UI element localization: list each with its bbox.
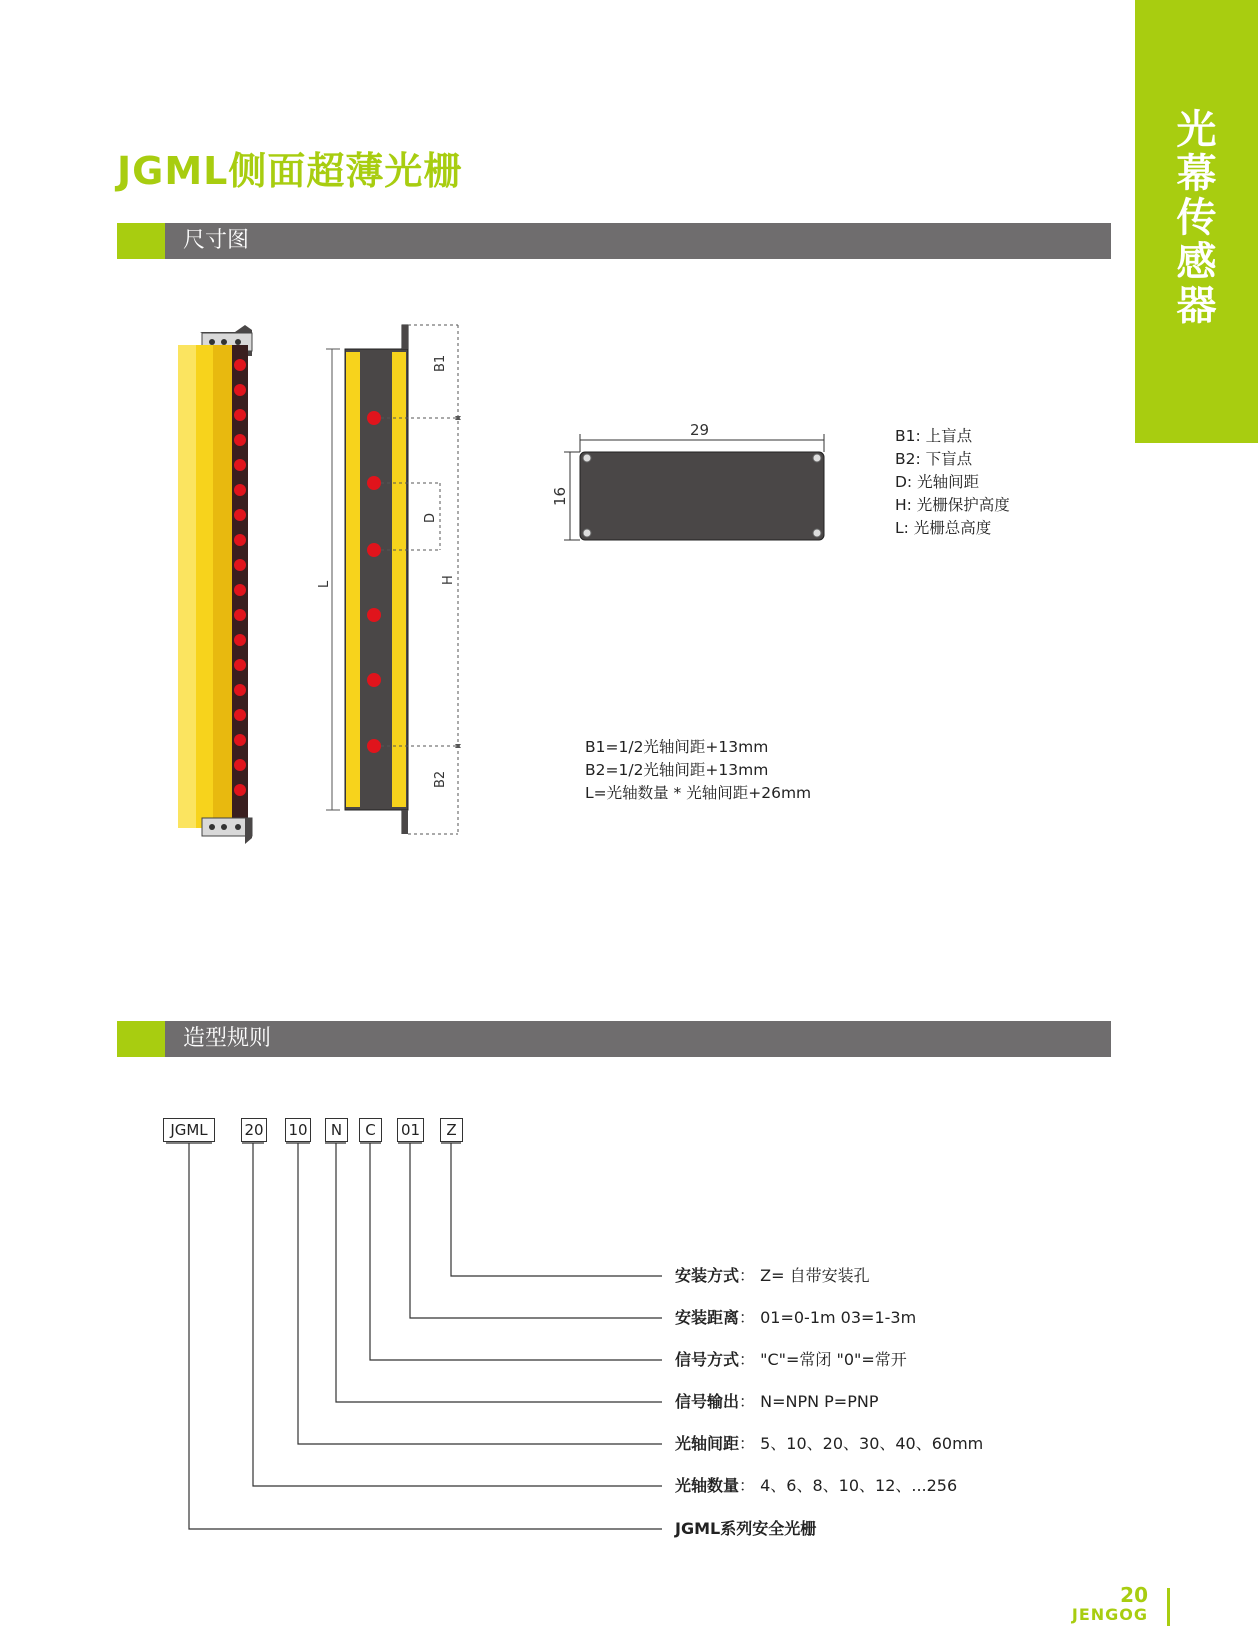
legend-item: B2: 下盲点 <box>895 450 973 468</box>
side-tab <box>1135 0 1258 443</box>
page-title: JGML侧面超薄光栅 <box>117 149 463 193</box>
section-label-dimension: 尺寸图 <box>183 228 250 253</box>
legend <box>895 425 1010 540</box>
rule-signal-output: 信号输出： N=NPN P=PNP <box>675 1392 879 1411</box>
label-h: H <box>441 575 456 585</box>
label-height: 16 <box>551 486 569 506</box>
label-width: 29 <box>690 421 710 439</box>
rule-key: 光轴间距 <box>675 1434 740 1453</box>
rule-key: 安装距离 <box>675 1308 740 1327</box>
page-divider <box>1167 1588 1170 1626</box>
side-char: 器 <box>1176 283 1217 329</box>
rule-axis-spacing: 光轴间距： 5、10、20、30、40、60mm <box>675 1434 984 1453</box>
rule-key: JGML系列安全光栅 <box>675 1519 817 1538</box>
model-code-output: N <box>325 1118 348 1142</box>
legend-item: H: 光栅保护高度 <box>895 496 1010 514</box>
rule-key: 信号方式 <box>675 1350 740 1369</box>
model-code-distance: 01 <box>397 1118 424 1142</box>
dimension-labels <box>317 355 456 788</box>
section-label-model: 造型规则 <box>183 1026 272 1051</box>
side-char: 光 <box>1176 107 1217 153</box>
cross-section <box>564 434 824 540</box>
rule-distance: 安装距离： 01=0-1m 03=1-3m <box>675 1308 917 1327</box>
rule-value: Z= 自带安装孔 <box>760 1266 870 1285</box>
side-char: 感 <box>1176 239 1217 285</box>
section-bar-model <box>117 1021 1111 1057</box>
label-l: L <box>317 580 332 588</box>
model-code-count: 20 <box>241 1118 267 1142</box>
rule-key: 信号输出 <box>675 1392 740 1411</box>
label-d: D <box>423 512 438 523</box>
label-b1: B1 <box>433 354 448 372</box>
label-b2: B2 <box>433 770 448 788</box>
side-char: 传 <box>1176 195 1217 241</box>
model-code-series: JGML <box>163 1118 215 1142</box>
formula-b2: B2=1/2光轴间距+13mm <box>585 761 769 779</box>
rule-value: 4、6、8、10、12、...256 <box>760 1476 958 1495</box>
brand-name: JENGOG <box>1071 1605 1148 1624</box>
rule-value: 5、10、20、30、40、60mm <box>760 1434 984 1453</box>
rule-value: 01=0-1m 03=1-3m <box>760 1308 917 1327</box>
formula-b1: B1=1/2光轴间距+13mm <box>585 738 769 756</box>
cross-section-labels <box>551 421 709 506</box>
model-code-spacing: 10 <box>285 1118 311 1142</box>
legend-item: B1: 上盲点 <box>895 427 973 445</box>
legend-item: L: 光栅总高度 <box>895 519 992 537</box>
section-accent <box>117 223 165 259</box>
rule-key: 光轴数量 <box>675 1476 740 1495</box>
light-curtain-front <box>326 325 461 834</box>
rule-signal-mode: 信号方式： "C"=常闭 "0"=常开 <box>675 1350 907 1369</box>
page-number: 20 <box>1120 1583 1148 1607</box>
model-connectors <box>166 1143 662 1529</box>
rule-key: 安装方式 <box>675 1266 740 1285</box>
formulas <box>585 736 811 805</box>
light-curtain-3d <box>178 325 252 844</box>
model-code-signal: C <box>359 1118 382 1142</box>
section-bar-dimension <box>117 223 1111 259</box>
section-accent <box>117 1021 165 1057</box>
model-code-mount: Z <box>440 1118 463 1142</box>
rule-mount: 安装方式： Z= 自带安装孔 <box>675 1266 870 1285</box>
rule-axis-count: 光轴数量： 4、6、8、10、12、...256 <box>675 1476 958 1495</box>
led-column <box>234 359 246 796</box>
side-char: 幕 <box>1176 151 1217 197</box>
rule-value: N=NPN P=PNP <box>760 1392 879 1411</box>
side-tab-text <box>1135 108 1258 328</box>
rule-value: "C"=常闭 "0"=常开 <box>760 1350 907 1369</box>
rule-series <box>675 1518 816 1540</box>
legend-item: D: 光轴间距 <box>895 473 980 491</box>
formula-l: L=光轴数量 * 光轴间距+26mm <box>585 784 812 802</box>
